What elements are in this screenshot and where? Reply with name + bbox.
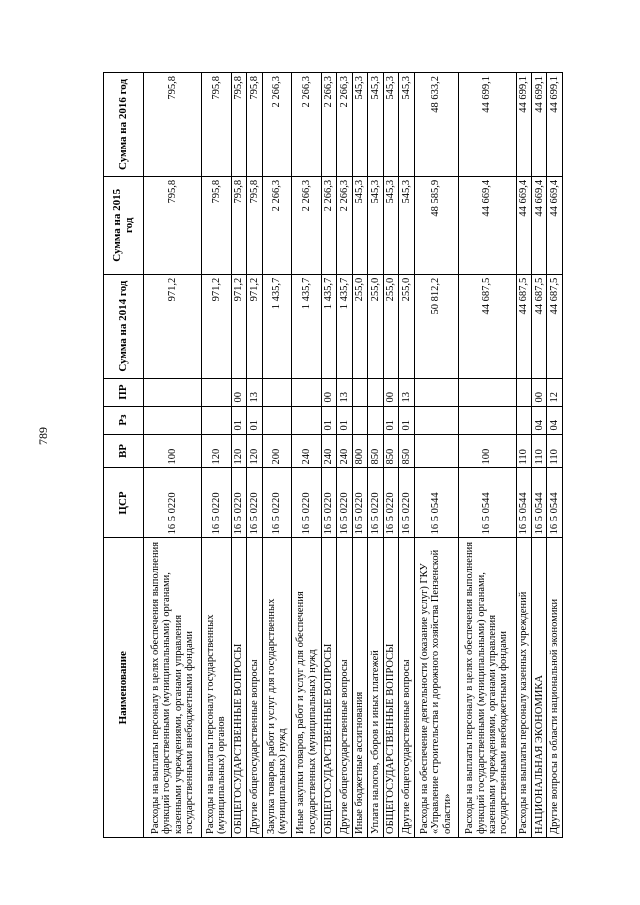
row-rz: 01 xyxy=(231,406,246,434)
row-sum-2016: 2 266,3 xyxy=(262,73,292,177)
row-name: Расходы на выплаты персоналу казенных учреждений xyxy=(516,538,531,838)
row-rz: 01 xyxy=(399,406,414,434)
table-row xyxy=(337,73,352,838)
row-sum-2016: 2 266,3 xyxy=(292,73,322,177)
row-pr: 13 xyxy=(399,378,414,406)
row-rz: 01 xyxy=(383,406,398,434)
row-vr: 110 xyxy=(547,434,563,468)
table-row xyxy=(532,73,547,838)
row-rz xyxy=(458,406,516,434)
table-row xyxy=(292,73,322,838)
row-csr: 16 5 0220 xyxy=(202,468,232,538)
row-csr: 16 5 0544 xyxy=(414,468,458,538)
row-vr: 240 xyxy=(292,434,322,468)
row-sum-2016: 44 699,1 xyxy=(547,73,563,177)
row-sum-2015: 795,8 xyxy=(247,176,262,274)
row-pr: 13 xyxy=(337,378,352,406)
row-vr: 850 xyxy=(368,434,383,468)
row-sum-2014: 971,2 xyxy=(202,274,232,378)
row-sum-2015: 545,3 xyxy=(399,176,414,274)
header-row xyxy=(104,73,144,838)
row-pr xyxy=(292,378,322,406)
row-name: Другие вопросы в области национальной экономики xyxy=(547,538,563,838)
row-pr xyxy=(202,378,232,406)
row-name: Закупка товаров, работ и услуг для государственных (муниципальных) нужд xyxy=(262,538,292,838)
row-pr: 00 xyxy=(321,378,336,406)
row-pr: 00 xyxy=(532,378,547,406)
row-sum-2015: 48 585,9 xyxy=(414,176,458,274)
row-vr: 100 xyxy=(458,434,516,468)
table-row xyxy=(231,73,246,838)
row-sum-2016: 545,3 xyxy=(352,73,367,177)
row-vr xyxy=(414,434,458,468)
row-name: ОБЩЕГОСУДАРСТВЕННЫЕ ВОПРОСЫ xyxy=(321,538,336,838)
row-rz: 04 xyxy=(547,406,563,434)
column-header-csr: ЦСР xyxy=(104,468,144,538)
row-vr: 240 xyxy=(337,434,352,468)
row-vr: 850 xyxy=(383,434,398,468)
column-header-sum-2014: Сумма на 2014 год xyxy=(104,274,144,378)
row-sum-2016: 44 699,1 xyxy=(532,73,547,177)
column-header-sum-2015: Сумма на 2015 год xyxy=(104,176,144,274)
row-rz: 01 xyxy=(321,406,336,434)
row-vr: 110 xyxy=(532,434,547,468)
row-rz: 01 xyxy=(337,406,352,434)
row-sum-2015: 2 266,3 xyxy=(292,176,322,274)
row-sum-2015: 44 669,4 xyxy=(547,176,563,274)
row-csr: 16 5 0544 xyxy=(532,468,547,538)
table-body xyxy=(144,73,563,838)
row-sum-2016: 795,8 xyxy=(231,73,246,177)
row-name: НАЦИОНАЛЬНАЯ ЭКОНОМИКА xyxy=(532,538,547,838)
row-sum-2014: 44 687,5 xyxy=(516,274,531,378)
row-sum-2016: 795,8 xyxy=(202,73,232,177)
row-sum-2016: 795,8 xyxy=(144,73,202,177)
table-row xyxy=(414,73,458,838)
row-rz xyxy=(368,406,383,434)
column-header-sum-2016: Сумма на 2016 год xyxy=(104,73,144,177)
row-rz xyxy=(516,406,531,434)
row-csr: 16 5 0220 xyxy=(262,468,292,538)
row-vr: 100 xyxy=(144,434,202,468)
row-sum-2015: 44 669,4 xyxy=(458,176,516,274)
table-row xyxy=(262,73,292,838)
row-pr: 00 xyxy=(231,378,246,406)
row-sum-2014: 44 687,5 xyxy=(532,274,547,378)
row-name: Иные бюджетные ассигнования xyxy=(352,538,367,838)
row-sum-2016: 545,3 xyxy=(383,73,398,177)
column-header-rz: Рз xyxy=(104,406,144,434)
row-name: ОБЩЕГОСУДАРСТВЕННЫЕ ВОПРОСЫ xyxy=(231,538,246,838)
row-sum-2014: 1 435,7 xyxy=(321,274,336,378)
row-sum-2015: 545,3 xyxy=(352,176,367,274)
row-sum-2016: 44 699,1 xyxy=(458,73,516,177)
row-vr: 110 xyxy=(516,434,531,468)
row-name: Расходы на выплаты персоналу в целях обеспечения выполнения функций государственными (муниципальными) органами, казенными учреждениями, органами управления государственными внебюджетными фондами xyxy=(458,538,516,838)
row-sum-2015: 795,8 xyxy=(231,176,246,274)
row-rz xyxy=(414,406,458,434)
row-vr: 120 xyxy=(247,434,262,468)
row-rz xyxy=(352,406,367,434)
column-header-vr: ВР xyxy=(104,434,144,468)
row-sum-2016: 2 266,3 xyxy=(321,73,336,177)
row-csr: 16 5 0220 xyxy=(247,468,262,538)
row-csr: 16 5 0544 xyxy=(547,468,563,538)
table-row xyxy=(202,73,232,838)
row-rz xyxy=(202,406,232,434)
column-header-name: Наименование xyxy=(104,538,144,838)
row-sum-2016: 795,8 xyxy=(247,73,262,177)
row-sum-2014: 971,2 xyxy=(231,274,246,378)
row-pr xyxy=(352,378,367,406)
row-name: Другие общегосударственные вопросы xyxy=(247,538,262,838)
table-row xyxy=(247,73,262,838)
row-sum-2015: 2 266,3 xyxy=(321,176,336,274)
table-row xyxy=(352,73,367,838)
row-name: Расходы на выплаты персоналу государственных (муниципальных) органов xyxy=(202,538,232,838)
row-sum-2014: 255,0 xyxy=(383,274,398,378)
row-csr: 16 5 0220 xyxy=(337,468,352,538)
row-sum-2015: 2 266,3 xyxy=(262,176,292,274)
row-rz xyxy=(262,406,292,434)
row-rz xyxy=(292,406,322,434)
row-csr: 16 5 0220 xyxy=(383,468,398,538)
row-sum-2015: 44 669,4 xyxy=(516,176,531,274)
row-sum-2014: 971,2 xyxy=(247,274,262,378)
row-sum-2014: 971,2 xyxy=(144,274,202,378)
row-csr: 16 5 0220 xyxy=(292,468,322,538)
row-name: Другие общегосударственные вопросы xyxy=(399,538,414,838)
row-vr: 120 xyxy=(231,434,246,468)
row-sum-2015: 545,3 xyxy=(368,176,383,274)
row-sum-2016: 545,3 xyxy=(399,73,414,177)
table-row xyxy=(144,73,202,838)
row-pr: 00 xyxy=(383,378,398,406)
row-name: Другие общегосударственные вопросы xyxy=(337,538,352,838)
row-csr: 16 5 0220 xyxy=(231,468,246,538)
row-sum-2014: 44 687,5 xyxy=(547,274,563,378)
row-csr: 16 5 0544 xyxy=(516,468,531,538)
row-rz xyxy=(144,406,202,434)
table-row xyxy=(458,73,516,838)
row-csr: 16 5 0220 xyxy=(144,468,202,538)
row-vr: 120 xyxy=(202,434,232,468)
row-name: Иные закупки товаров, работ и услуг для обеспечения государственных (муниципальных) нужд xyxy=(292,538,322,838)
column-header-pr: ПР xyxy=(104,378,144,406)
row-sum-2016: 2 266,3 xyxy=(337,73,352,177)
row-sum-2015: 545,3 xyxy=(383,176,398,274)
row-pr xyxy=(414,378,458,406)
row-pr xyxy=(516,378,531,406)
row-sum-2016: 545,3 xyxy=(368,73,383,177)
row-vr: 800 xyxy=(352,434,367,468)
table-row xyxy=(383,73,398,838)
row-rz: 04 xyxy=(532,406,547,434)
row-sum-2015: 2 266,3 xyxy=(337,176,352,274)
table-row xyxy=(399,73,414,838)
row-sum-2015: 795,8 xyxy=(202,176,232,274)
row-pr: 12 xyxy=(547,378,563,406)
row-csr: 16 5 0544 xyxy=(458,468,516,538)
row-sum-2014: 255,0 xyxy=(399,274,414,378)
row-sum-2014: 1 435,7 xyxy=(337,274,352,378)
row-sum-2015: 795,8 xyxy=(144,176,202,274)
row-sum-2016: 44 699,1 xyxy=(516,73,531,177)
row-pr xyxy=(144,378,202,406)
row-sum-2014: 1 435,7 xyxy=(262,274,292,378)
row-sum-2014: 44 687,5 xyxy=(458,274,516,378)
budget-table-container xyxy=(103,72,563,838)
page-number: 789 xyxy=(36,427,50,445)
budget-table xyxy=(103,72,563,838)
row-pr xyxy=(262,378,292,406)
row-sum-2015: 44 669,4 xyxy=(532,176,547,274)
row-vr: 240 xyxy=(321,434,336,468)
table-row xyxy=(321,73,336,838)
row-csr: 16 5 0220 xyxy=(368,468,383,538)
row-csr: 16 5 0220 xyxy=(352,468,367,538)
row-pr xyxy=(368,378,383,406)
row-csr: 16 5 0220 xyxy=(321,468,336,538)
row-name: ОБЩЕГОСУДАРСТВЕННЫЕ ВОПРОСЫ xyxy=(383,538,398,838)
row-vr: 200 xyxy=(262,434,292,468)
row-sum-2016: 48 633,2 xyxy=(414,73,458,177)
table-row xyxy=(516,73,531,838)
row-sum-2014: 255,0 xyxy=(368,274,383,378)
row-rz: 01 xyxy=(247,406,262,434)
row-name: Расходы на обеспечение деятельности (оказание услуг) ГКУ «Управление строительства и дорожного хозяйства Пензенской области» xyxy=(414,538,458,838)
row-vr: 850 xyxy=(399,434,414,468)
row-pr xyxy=(458,378,516,406)
row-sum-2014: 50 812,2 xyxy=(414,274,458,378)
row-pr: 13 xyxy=(247,378,262,406)
row-name: Расходы на выплаты персоналу в целях обеспечения выполнения функций государственными (муниципальными) органами, казенными учреждениями, органами управления государственными внебюджетными фондами xyxy=(144,538,202,838)
row-sum-2014: 1 435,7 xyxy=(292,274,322,378)
table-row xyxy=(368,73,383,838)
row-sum-2014: 255,0 xyxy=(352,274,367,378)
row-csr: 16 5 0220 xyxy=(399,468,414,538)
row-name: Уплата налогов, сборов и иных платежей xyxy=(368,538,383,838)
table-row xyxy=(547,73,563,838)
